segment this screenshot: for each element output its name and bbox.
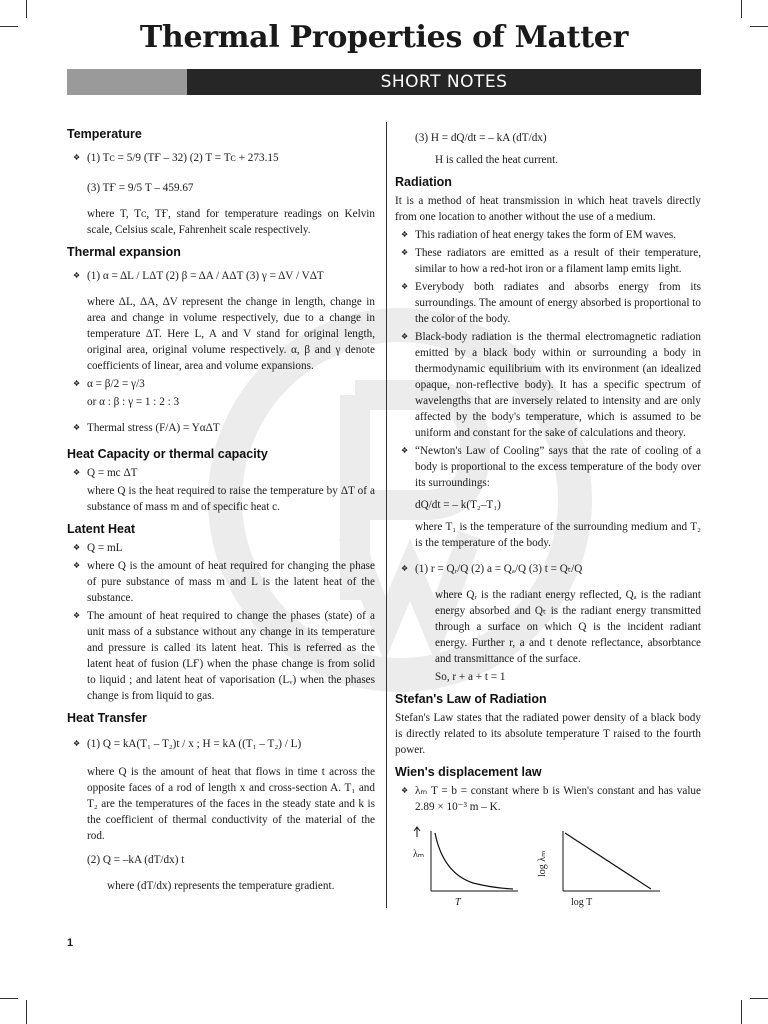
page-title: Thermal Properties of Matter [139, 20, 629, 55]
transfer-note-1: where Q is the amount of heat that flows in time t across the opposite faces of a rod of length x and cross-section A. T₁ and T₂ are the temperatures of the faces in the steady state and k is the coefficient of thermal conductivity of the material of the rod. [87, 766, 375, 842]
heading-radiation: Radiation [395, 175, 452, 189]
expansion-eq: ❖ (1) α = ΔL / LΔT (2) β = ΔA / AΔT (3) γ = ΔV / VΔT [67, 268, 375, 284]
page-number: 1 [67, 937, 74, 949]
wien-bullet: ❖ λₘ T = b = constant where b is Wien's constant and has value 2.89 × 10⁻³ m – K. [395, 783, 701, 815]
radiation-bullet-5: ❖ “Newton's Law of Cooling” says that the rate of cooling of a body is proportional to the excess temperature of the body over its surroundings: [395, 443, 701, 491]
heading-stefan-law: Stefan's Law of Radiation [395, 692, 547, 706]
heading-heat-capacity: Heat Capacity or thermal capacity [67, 447, 268, 461]
heading-wien-law: Wien's displacement law [395, 765, 542, 779]
crop-mark [26, 1000, 27, 1024]
heat-current-note: H is called the heat current. [435, 154, 559, 166]
thermal-stress: ❖ Thermal stress (F/A) = YαΔT [67, 420, 375, 436]
graph-lambda-vs-t [413, 825, 523, 909]
heading-thermal-expansion: Thermal expansion [67, 245, 181, 259]
right-column [395, 122, 701, 913]
temperature-eq-1: ❖ (1) Tᴄ = 5/9 (TҒ – 32) (2) T = Tᴄ + 273.15 [67, 150, 375, 166]
graph2-x-label: log T [571, 897, 593, 908]
transfer-eq-2: (2) Q = –kA (dT/dx) t [87, 854, 185, 866]
column-divider [386, 122, 387, 908]
graph1-y-label: λₘ [413, 849, 425, 860]
graph-log-lambda-vs-log-t [545, 825, 665, 909]
capacity-note: where Q is the heat required to raise the temperature by ΔT of a substance of mass m and of specific heat c. [87, 485, 375, 513]
crop-mark [741, 0, 742, 18]
radiation-bullet-3: ❖ Everybody both radiates and absorbs energy from its surroundings. The amount of energy absorbed is proportional to the color of the body. [395, 279, 701, 327]
graph1-x-label: T [455, 897, 461, 908]
ratios-note: where Qᵣ is the radiant energy reflected, Qₐ is the radiant energy absorbed and Qₜ is the radiant energy transmitted through a surface on which Q is the incident radiant energy. Further r, a and t denote reflectance, absorbtance and transmittance of the surface. [435, 589, 701, 665]
transfer-eq-1: ❖ (1) Q = kA(T₁ – T₂)t / x ; H = kA ((T₁ – T₂) / L) [67, 736, 375, 752]
newton-note: where T₁ is the temperature of the surrounding medium and T₂ is the temperature of the body. [415, 521, 701, 549]
temperature-note: where T, Tᴄ, TҒ, stand for temperature readings on Kelvin scale, Celsius scale, Fahrenheit scale respectively. [87, 208, 375, 236]
radiation-bullet-4: ❖ Black-body radiation is the thermal electromagnetic radiation emitted by a black body within or surrounding a body in thermodynamic equilibrium with its environment (an idealized opaque, non-reflective body). It has a specific spectrum of wavelengths that are inversely related to intensity and are only affected by the body's temperature, which is assumed to be uniform and constant for the sake of calculations and theory. [395, 329, 701, 441]
radiation-bullet-1: ❖ This radiation of heat energy takes the form of EM waves. [395, 227, 701, 243]
latent-bullet-2: ❖ The amount of heat required to change the phases (state) of a unit mass of a substance without any change in its temperature and pressure is called its latent heat. This is referred as the latent heat of fusion (LҒ) when the phase change is from solid to liquid ; and latent heat of vaporisation (Lᵥ) when the phases change is from liquid to gas. [67, 608, 375, 704]
wien-graphs [395, 821, 701, 913]
heat-current-eq: (3) H = dQ/dt = – kA (dT/dx) [415, 132, 547, 144]
latent-bullet-1: ❖ where Q is the amount of heat required for changing the phase of pure substance of mass m and L is the latent heat of the substance. [67, 558, 375, 606]
newton-eq: dQ/dt = – k(T₂–T₁) [415, 499, 501, 511]
expansion-note: where ΔL, ΔA, ΔV represent the change in length, change in area and change in volume respectively, due to a change in temperature ΔT. Here L, A and V stand for original length, original area, original volume respectively. α, β and γ denote coefficients of linear, area and volume expansions. [87, 296, 375, 372]
expansion-ratio: ❖ α = β/2 = γ/3 [67, 376, 375, 392]
heading-latent-heat: Latent Heat [67, 522, 136, 536]
banner-label: SHORT NOTES [380, 72, 508, 92]
expansion-ratio-2: or α : β : γ = 1 : 2 : 3 [87, 396, 180, 408]
ratios-sum: So, r + a + t = 1 [435, 671, 506, 683]
temperature-eq-2: (3) TҒ = 9/5 T – 459.67 [87, 182, 194, 194]
crop-mark [0, 998, 18, 999]
capacity-eq: ❖ Q = mc ΔT [67, 465, 375, 481]
transfer-note-2: where (dT/dx) represents the temperature gradient. [107, 880, 335, 892]
left-column [67, 120, 375, 896]
crop-mark [741, 1000, 742, 1024]
radiation-bullet-2: ❖ These radiators are emitted as a result of their temperature, similar to how a red-hot iron or a filament lamp emits light. [395, 245, 701, 277]
crop-mark [26, 0, 27, 18]
latent-eq: ❖ Q = mL [67, 540, 375, 556]
heading-heat-transfer: Heat Transfer [67, 711, 147, 725]
heading-temperature: Temperature [67, 127, 142, 141]
crop-mark [750, 998, 768, 999]
graph2-y-label: log λₘ [537, 850, 548, 877]
ratios-eq: ❖ (1) r = Qᵣ/Q (2) a = Qₐ/Q (3) t = Qₜ/Q [395, 561, 701, 577]
stefan-text: Stefan's Law states that the radiated power density of a black body is directly related to its absolute temperature T raised to the fourth power. [395, 712, 701, 756]
radiation-intro: It is a method of heat transmission in which heat travels directly from one location to another without the use of a medium. [395, 195, 701, 223]
